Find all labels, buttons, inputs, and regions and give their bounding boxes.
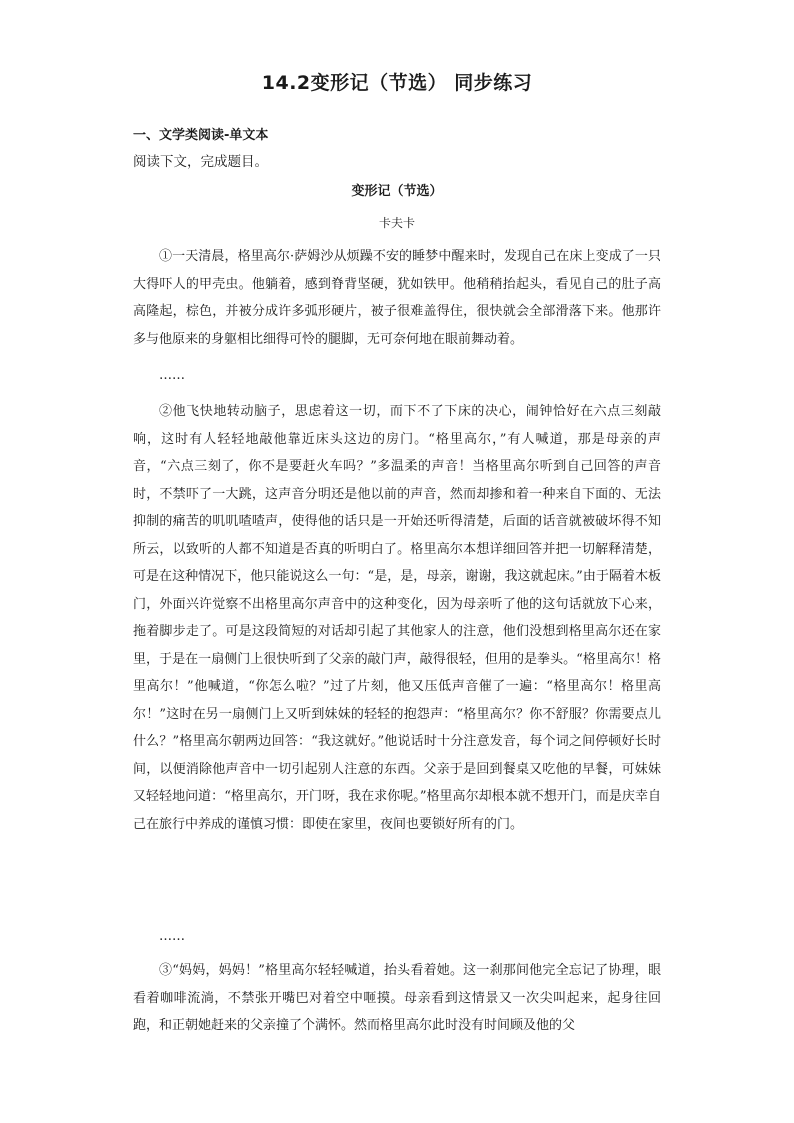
- page-title: 14.2变形记（节选） 同步练习: [261, 72, 533, 94]
- paragraph-3: ③“妈妈，妈妈！”格里高尔轻轻喊道，抬头看着她。这一刹那间他完全忘记了协理，眼看着咖啡流淌，不禁张开嘴巴对着空中咂摸。母亲看到这情景又一次尖叫起来，起身往回跑，和正朝她赶来的父亲撞了个满怀。然而格里高尔此时没有时间顾及他的父: [133, 963, 661, 1033]
- section-heading: 一、文学类阅读-单文本: [133, 128, 269, 143]
- ellipsis-1: ……: [159, 368, 185, 383]
- essay-title: 变形记（节选）: [351, 184, 443, 199]
- ellipsis-2: ……: [159, 929, 185, 944]
- paragraph-1: ①一天清晨，格里高尔·萨姆沙从烦躁不安的睡梦中醒来时，发现自己在床上变成了一只大得吓人的甲壳虫。他躺着，感到脊背坚硬，犹如铁甲。他稍稍抬起头，看见自己的肚子高高隆起，棕色，并被分成许多弧形硬片，被子很难盖得住，很快就会全部滑落下来。他那许多与他原来的身躯相比细得可怜的腿脚，无可奈何地在眼前舞动着。: [133, 249, 661, 347]
- essay-author: 卡夫卡: [378, 216, 415, 230]
- reading-instruction: 阅读下文，完成题目。: [133, 154, 268, 170]
- paragraph-2: ②他飞快地转动脑子，思虑着这一切，而下不了下床的决心，闹钟恰好在六点三刻敲响，这时有人轻轻地敲他靠近床头这边的房门。“格里高尔，”有人喊道，那是母亲的声音，“六点三刻了，你不是要赶火车吗？”多温柔的声音！当格里高尔听到自己回答的声音时，不禁吓了一大跳，这声音分明还是他以前的声音，然而却掺和着一种来自下面的、无法抑制的痛苦的叽叽喳喳声，使得他的话只是一开始还听得清楚，后面的话音就被破坏得不知所云，以致听的人都不知道是否真的听明白了。格里高尔本想详细回答并把一切解释清楚，可是在这种情况下，他只能说这么一句：“是，是，母亲，谢谢，我这就起床。”由于隔着木板门，外面兴许觉察不出格里高尔声音中的这种变化，因为母亲听了他的这句话就放下心来，拖着脚步走了。可是这段简短的对话却引起了其他家人的注意，他们没想到格里高尔还在家里，于是在一扇侧门上很快听到了父亲的敲门声，敲得很轻，但用的是拳头。“格里高尔！格里高尔！”他喊道，“你怎么啦？”过了片刻，他又压低声音催了一遍：“格里高尔！格里高尔！”这时在另一扇侧门上又听到妹妹的轻轻的抱怨声：“格里高尔？你不舒服？你需要点儿什么？”格里高尔朝两边回答：“我这就好。”他说话时十分注意发音，每个词之间停顿好长时间，以便消除他声音中一切引起别人注意的东西。父亲于是回到餐桌又吃他的早餐，可妹妹又轻轻地问道：“格里高尔，开门呀，我在求你呢。”格里高尔却根本就不想开门，而是庆幸自己在旅行中养成的谨慎习惯：即使在家里，夜间也要锁好所有的门。: [133, 404, 661, 832]
